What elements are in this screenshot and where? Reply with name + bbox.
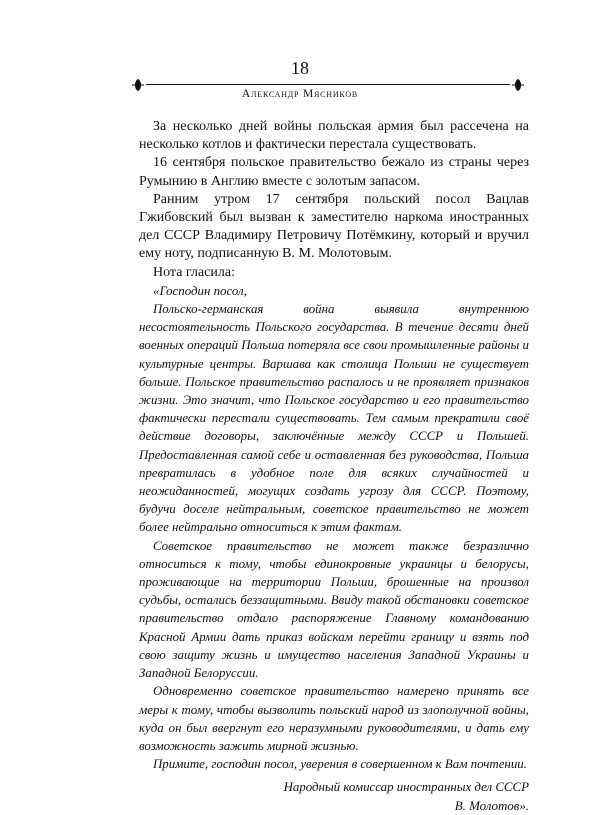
- running-head: Александр Мясников: [241, 88, 359, 100]
- body-text: [139, 118, 529, 815]
- page-number: 18: [291, 58, 309, 78]
- header-rule-line: [146, 84, 510, 85]
- signature-name: В. Молотов».: [454, 798, 529, 813]
- note-paragraph: Советское правительство не может также безразлично относиться к тому, чтобы единокровные украинцы и белорусы, проживающие на территории Польши, брошенные на произвол судьбы, остались беззащитными. Ввиду такой обстановки советское правительство отдало распоряжение Главному командованию Красной Армии дать приказ войскам перейти границу и взять под свою защиту жизнь и имущество населения Западной Украины и Западной Белоруссии.: [139, 538, 529, 681]
- paragraph: За несколько дней войны польская армия был рассечена на несколько котлов и фактически перестала существовать.: [139, 119, 529, 153]
- signature-title: Народный комиссар иностранных дел СССР: [283, 780, 529, 795]
- note-salutation: «Господин посол,: [153, 283, 247, 298]
- paragraph: Ранним утром 17 сентября польский посол Вацлав Гжибовский был вызван к заместителю наркома иностранных дел СССР Владимиру Петровичу Потёмкину, который и вручил ему ноту, подписанную В. М. Молотовым.: [139, 191, 529, 262]
- paragraph: Нота гласила:: [153, 264, 235, 280]
- paragraph: 16 сентября польское правительство бежало из страны через Румынию в Англию вместе с золотым запасом.: [139, 155, 529, 189]
- note-paragraph: Польско-германская война выявила внутреннюю несостоятельность Польского государства. В течение десяти дней военных операций Польша потеряла все свои промышленные районы и культурные центры. Варшава как столица Польши не существует больше. Польское правительство распалось и не проявляет признаков жизни. Это значит, что Польское государство и его правительство фактически перестали существовать. Тем самым прекратили своё действие договоры, заключённые между СССР и Польшей. Предоставленная самой себе и оставленная без руководства, Польша превратилась в удобное поле для всяких случайностей и неожиданностей, могущих создать угрозу для СССР. Поэтому, будучи доселе нейтральным, советское правительство не может более нейтрально относиться к этим фактам.: [139, 302, 529, 535]
- note-paragraph: Одновременно советское правительство намерено принять все меры к тому, чтобы вызволить польский народ из злополучной войны, куда он был ввергнут его неразумными руководителями, и дать ему возможность зажить мирной жизнью.: [139, 684, 529, 753]
- note-closing: Примите, господин посол, уверения в совершенном к Вам почтении.: [153, 757, 527, 772]
